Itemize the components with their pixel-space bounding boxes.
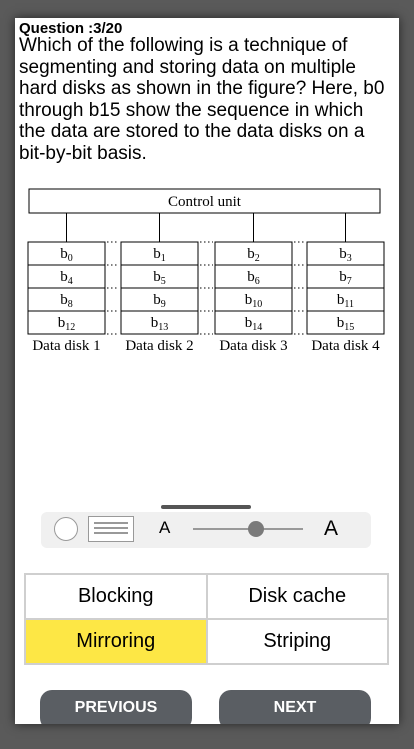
disk-label: Data disk 1: [32, 338, 101, 354]
disk-label: Data disk 3: [219, 338, 288, 354]
bit-label: $b_5$: [153, 269, 166, 287]
bit-label: $b_7$: [339, 269, 352, 287]
drag-handle[interactable]: [161, 505, 251, 509]
bit-label: $b_{10}$: [244, 292, 263, 310]
bit-label: $b_8$: [60, 292, 73, 310]
next-button[interactable]: NEXT: [219, 690, 371, 724]
text-layout-icon[interactable]: [88, 516, 134, 542]
previous-button[interactable]: PREVIOUS: [40, 690, 192, 724]
bit-label: $b_2$: [247, 246, 260, 264]
bit-label: $b_{11}$: [336, 292, 355, 310]
disk-label: Data disk 2: [125, 338, 194, 354]
bit-label: $b_9$: [153, 292, 166, 310]
bit-label: $b_{14}$: [244, 315, 263, 333]
bit-label: $b_4$: [60, 269, 73, 287]
theme-toggle-icon[interactable]: [54, 517, 78, 541]
question-number: Question :3/20: [19, 20, 123, 37]
bit-label: $b_0$: [60, 246, 73, 264]
answer-options: [24, 573, 389, 665]
bit-label: $b_{15}$: [336, 315, 355, 333]
bit-label: $b_3$: [339, 246, 352, 264]
disk-label: Data disk 4: [311, 338, 380, 354]
option-label: Mirroring: [76, 630, 156, 652]
bit-label: $b_6$: [247, 269, 260, 287]
question-text: Which of the following is a technique of segmenting and storing data on multiple hard disks as shown in the figure? Here, b0 through b15 show the sequence in which the data are stored to the data disks on a bit-by-bit basis.: [19, 35, 385, 164]
small-font-label: A: [159, 518, 171, 537]
bit-label: $b_{12}$: [57, 315, 76, 333]
option-blocking[interactable]: [25, 574, 207, 619]
large-font-label: A: [324, 517, 339, 540]
option-disk-cache[interactable]: [207, 574, 389, 619]
bit-label: $b_{13}$: [150, 315, 169, 333]
option-label: Striping: [263, 630, 332, 652]
bit-label: $b_1$: [153, 246, 166, 264]
font-size-slider-thumb[interactable]: [248, 521, 264, 537]
data-disks: [28, 213, 384, 354]
option-mirroring[interactable]: [25, 619, 207, 664]
option-striping[interactable]: [207, 619, 389, 664]
raid-figure: [15, 18, 399, 378]
control-unit-label: Control unit: [168, 194, 241, 210]
option-label: Disk cache: [248, 585, 347, 607]
option-label: Blocking: [77, 585, 154, 607]
quiz-screen: [15, 18, 399, 724]
